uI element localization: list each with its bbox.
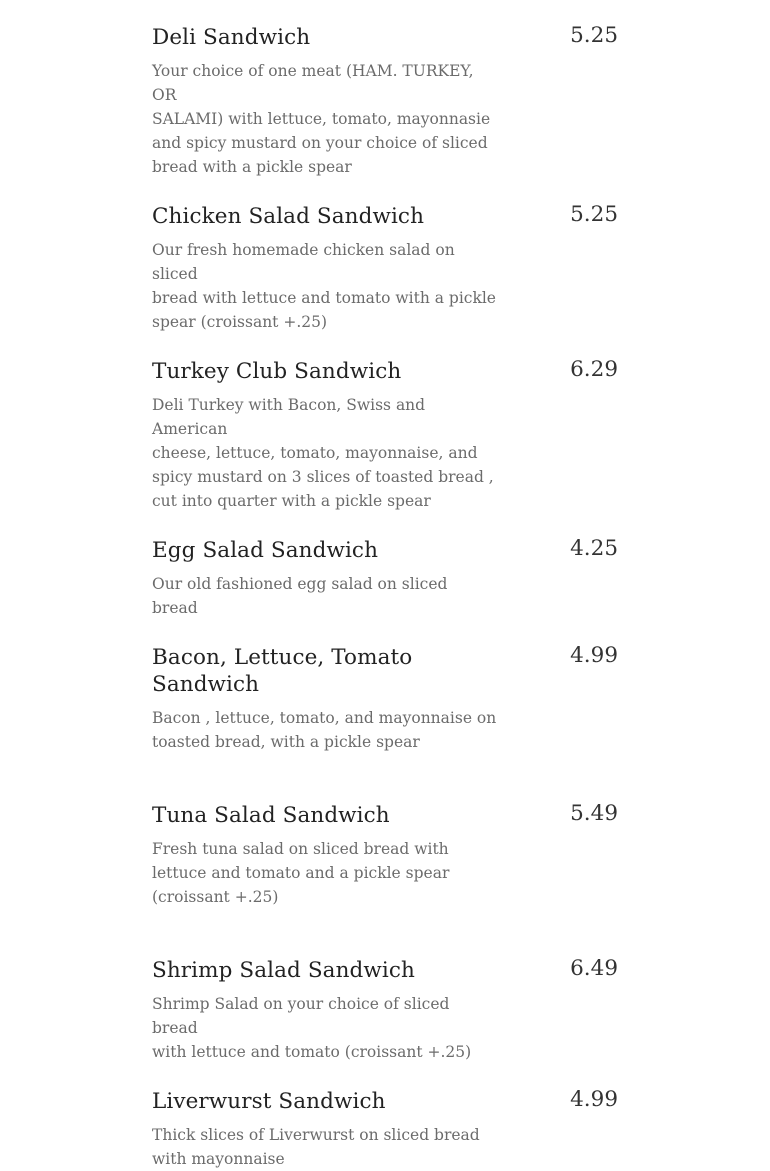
item-description: Your choice of one meat (HAM. TURKEY, OR SALAMI) with lettuce, tomato, mayonnasie and spicy mustard on your choice of sliced bread with a pickle spear bbox=[152, 62, 491, 176]
item-description: Bacon , lettuce, tomato, and mayonnaise on toasted bread, with a pickle spear bbox=[152, 709, 497, 751]
item-name: Shrimp Salad Sandwich bbox=[152, 958, 415, 983]
item-name: Egg Salad Sandwich bbox=[152, 538, 379, 563]
item-price: 4.25 bbox=[570, 536, 618, 561]
item-price: 4.99 bbox=[570, 1087, 618, 1112]
item-price: 5.49 bbox=[570, 801, 618, 826]
item-description: Shrimp Salad on your choice of sliced bread with lettuce and tomato (croissant +.25) bbox=[152, 995, 472, 1061]
item-price: 4.99 bbox=[570, 643, 618, 668]
item-price: 6.29 bbox=[570, 357, 618, 382]
item-name: Deli Sandwich bbox=[152, 25, 311, 50]
item-description: Fresh tuna salad on sliced bread with lettuce and tomato and a pickle spear (croissant +.25) bbox=[152, 840, 450, 906]
item-description: Our old fashioned egg salad on sliced bread bbox=[152, 575, 448, 617]
item-name: Chicken Salad Sandwich bbox=[152, 204, 425, 229]
item-name: Tuna Salad Sandwich bbox=[152, 803, 390, 828]
item-price: 6.49 bbox=[570, 956, 618, 981]
item-name: Turkey Club Sandwich bbox=[152, 359, 402, 384]
item-description: Our fresh homemade chicken salad on sliced bread with lettuce and tomato with a pickle spear (croissant +.25) bbox=[152, 241, 496, 331]
item-description: Deli Turkey with Bacon, Swiss and American cheese, lettuce, tomato, mayonnaise, and spicy mustard on 3 slices of toasted bread , cut into quarter with a pickle spear bbox=[152, 396, 494, 510]
item-name: Liverwurst Sandwich bbox=[152, 1089, 386, 1114]
item-price: 5.25 bbox=[570, 202, 618, 227]
item-name: Bacon, Lettuce, Tomato Sandwich bbox=[152, 645, 413, 697]
item-description: Thick slices of Liverwurst on sliced bread with mayonnaise bbox=[152, 1126, 480, 1168]
item-price: 5.25 bbox=[570, 23, 618, 48]
